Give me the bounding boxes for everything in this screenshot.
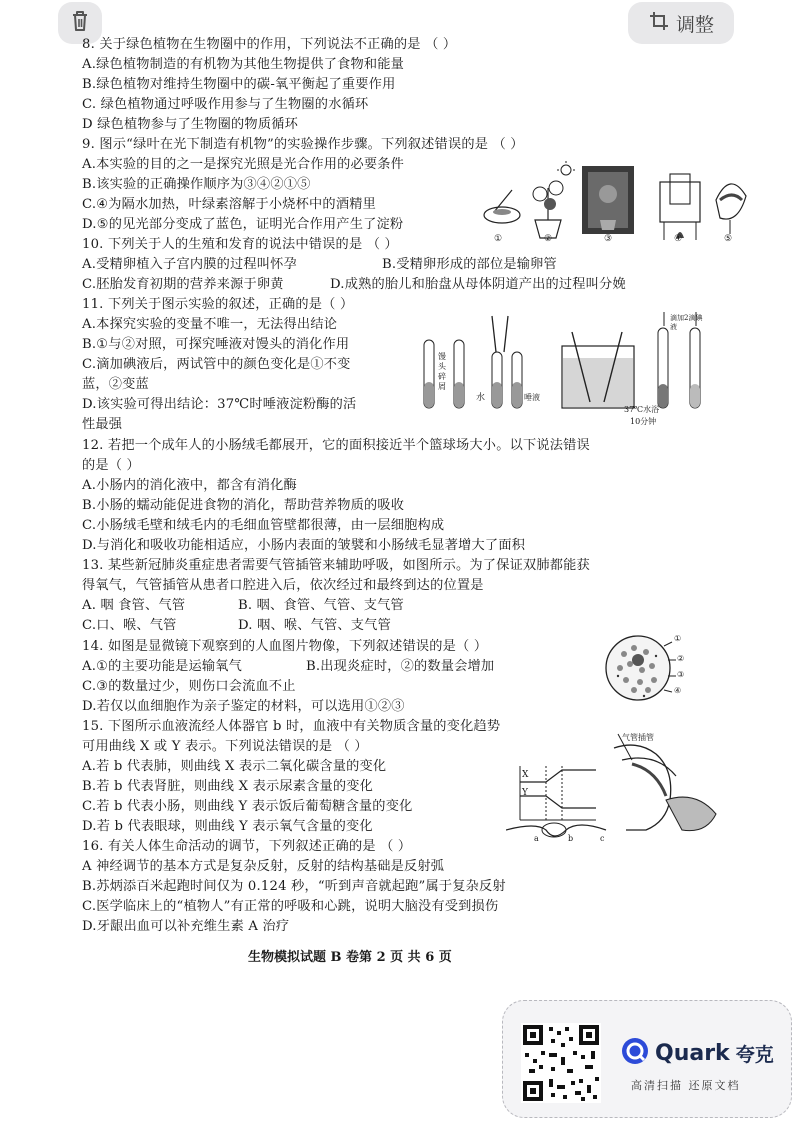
q11-bath-label: 37℃水浴: [624, 405, 660, 414]
q10-option-a: A.受精卵植入子宫内膜的过程叫怀孕: [82, 257, 297, 272]
q15-curve-y: Y: [522, 788, 528, 798]
q13-stem-line1: 13. 某些新冠肺炎重症患者需要气管插管来辅助呼吸，如图所示。为了保证双肺都能获: [82, 558, 590, 573]
q14-label-4: ④: [674, 686, 682, 695]
q10-stem: 10. 下列关于人的生殖和发育的说法中错误的是 （ ）: [82, 237, 398, 252]
q14-figure: [604, 630, 684, 706]
q15-stem-line1: 15. 下图所示血液流经人体器官 b 时，血液中有关物质含量的变化趋势: [82, 719, 501, 734]
q15-curve-x: X: [522, 770, 529, 780]
quark-slogan: 高清扫描 还原文档: [631, 1079, 741, 1092]
q16-stem: 16. 有关人体生命活动的调节，下列叙述正确的是 （ ）: [82, 839, 412, 854]
q14-option-b: B.出现炎症时，②的数量会增加: [306, 659, 495, 674]
q13-stem-line2: 得氧气，气管插管从患者口腔进入后，依次经过和最终到达的位置是: [82, 578, 484, 593]
q8-option-c: C. 绿色植物通过呼吸作用参与了生物圈的水循环: [82, 97, 369, 112]
q9-option-c: C.④为隔水加热，叶绿素溶解于小烧杯中的酒精里: [82, 197, 376, 212]
q9-option-a: A.本实验的目的之一是探究光照是光合作用的必要条件: [82, 157, 405, 172]
q11-option-c-line1: C.滴加碘液后，两试管中的颜色变化是①不变: [82, 357, 351, 372]
q13-option-b: B. 咽、食管、气管、支气管: [238, 598, 404, 613]
q16-option-a: A 神经调节的基本方式是复杂反射，反射的结构基础是反射弧: [82, 859, 445, 874]
q11-option-a: A.本探究实验的变量不唯一，无法得出结论: [82, 317, 338, 332]
q11-option-d-line1: D.该实验可得出结论：37℃时唾液淀粉酶的活: [82, 397, 357, 412]
q12-option-b: B.小肠的蠕动能促进食物的消化，帮助营养物质的吸收: [82, 498, 405, 513]
quark-promo-card[interactable]: [502, 1000, 792, 1118]
q15-figure: [506, 730, 724, 846]
q12-option-d: D.与消化和吸收功能相适应，小肠内表面的皱襞和小肠绒毛显著增大了面积: [82, 538, 526, 553]
q9-fig-label-1: ①: [494, 234, 503, 244]
q11-water-label: 水: [476, 393, 486, 403]
q10-option-c: C.胚胎发育初期的营养来源于卵黄: [82, 277, 284, 292]
q8-stem: 8. 关于绿色植物在生物圈中的作用，下列说法不正确的是 （ ）: [82, 37, 457, 52]
q14-stem: 14. 如图是显微镜下观察到的人血图片物像，下列叙述错误的是（ ）: [82, 639, 488, 654]
q11-bath-time: 10分钟: [630, 417, 657, 426]
q11-tube-label: 馒头碎屑: [438, 352, 446, 391]
q9-figure: [480, 160, 750, 250]
q14-label-3: ③: [677, 670, 685, 679]
q9-fig-label-2: ②: [544, 234, 553, 244]
q13-option-c: C.口、喉、气管: [82, 618, 177, 633]
q10-option-b: B.受精卵形成的部位是输卵管: [382, 257, 557, 272]
q9-fig-label-4: ④: [674, 234, 683, 244]
quark-brand-name: Quark: [655, 1040, 730, 1066]
q11-iodine-label: 滴加2滴碘液: [670, 314, 703, 331]
q14-label-1: ①: [674, 634, 682, 643]
q14-label-2: ②: [677, 654, 685, 663]
q12-stem-line1: 12. 若把一个成年人的小肠绒毛都展开，它的面积接近半个篮球场大小。以下说法错误: [82, 438, 590, 453]
q15-segment-b: b: [568, 834, 574, 843]
q9-option-b: B.该实验的正确操作顺序为③④②①⑤: [82, 177, 311, 192]
q15-tube-label: 气管插管: [622, 733, 654, 742]
q15-segment-a: a: [534, 834, 539, 843]
q9-fig-label-5: ⑤: [724, 234, 733, 244]
q12-option-c: C.小肠绒毛壁和绒毛内的毛细血管壁都很薄，由一层细胞构成: [82, 518, 445, 533]
q9-fig-label-3: ③: [604, 234, 613, 244]
q11-figure: [412, 312, 722, 430]
q13-option-d: D. 咽、喉、气管、支气管: [238, 618, 391, 633]
q13-option-a: A. 咽 食管、气管: [82, 598, 186, 613]
q15-option-d: D.若 b 代表眼球，则曲线 Y 表示氧气含量的变化: [82, 819, 373, 834]
q11-option-b: B.①与②对照，可探究唾液对馒头的消化作用: [82, 337, 350, 352]
crop-rotate-icon: [648, 10, 670, 37]
q11-stem: 11. 下列关于图示实验的叙述，正确的是（ ）: [82, 297, 354, 312]
adjust-label: 调整: [675, 13, 714, 36]
q11-option-d-line2: 性最强: [82, 417, 123, 432]
q14-option-a: A.①的主要功能是运输氧气: [82, 659, 243, 674]
q12-stem-line2: 的是（ ）: [82, 458, 140, 473]
q11-saliva-label: 唾液: [524, 393, 540, 402]
q8-option-d: D 绿色植物参与了生物圈的物质循环: [82, 117, 298, 132]
q9-stem: 9. 图示“绿叶在光下制造有机物”的实验操作步骤。下列叙述错误的是 （ ）: [82, 137, 524, 152]
q14-option-d: D.若仅以血细胞作为亲子鉴定的材料，可以选用①②③: [82, 699, 405, 714]
q12-option-a: A.小肠内的消化液中，都含有消化酶: [82, 478, 297, 493]
page-footer: 生物模拟试题 B 卷第 2 页 共 6 页: [248, 950, 452, 965]
q9-option-d: D.⑤的见光部分变成了蓝色，证明光合作用产生了淀粉: [82, 217, 404, 232]
qr-code-icon: [521, 1023, 601, 1103]
q16-option-b: B.苏炳添百米起跑时间仅为 0.124 秒，“听到声音就起跑”属于复杂反射: [82, 879, 506, 894]
trash-icon: [70, 10, 90, 36]
q10-option-d: D.成熟的胎儿和胎盘从母体阴道产出的过程叫分娩: [330, 277, 626, 292]
q15-option-a: A.若 b 代表肺，则曲线 X 表示二氧化碳含量的变化: [82, 759, 387, 774]
q16-option-c: C.医学临床上的“植物人”有正常的呼吸和心跳，说明大脑没有受到损伤: [82, 899, 499, 914]
q11-option-c-line2: 蓝，②变蓝: [82, 377, 149, 392]
q15-option-c: C.若 b 代表小肠，则曲线 Y 表示饭后葡萄糖含量的变化: [82, 799, 413, 814]
quark-brand: [621, 1037, 774, 1069]
q8-option-a: A.绿色植物制造的有机物为其他生物提供了食物和能量: [82, 57, 405, 72]
q8-option-b: B.绿色植物对维持生物圈中的碳-氧平衡起了重要作用: [82, 77, 396, 92]
quark-brand-cn: 夸克: [735, 1043, 774, 1066]
q15-stem-line2: 可用曲线 X 或 Y 表示。下列说法错误的是 （ ）: [82, 739, 368, 754]
q15-segment-c: c: [600, 834, 605, 843]
q16-option-d: D.牙龈出血可以补充维生素 A 治疗: [82, 919, 290, 934]
quark-logo-icon: [621, 1037, 649, 1069]
q14-option-c: C.③的数量过少，则伤口会流血不止: [82, 679, 296, 694]
q15-option-b: B.若 b 代表肾脏，则曲线 X 表示尿素含量的变化: [82, 779, 374, 794]
